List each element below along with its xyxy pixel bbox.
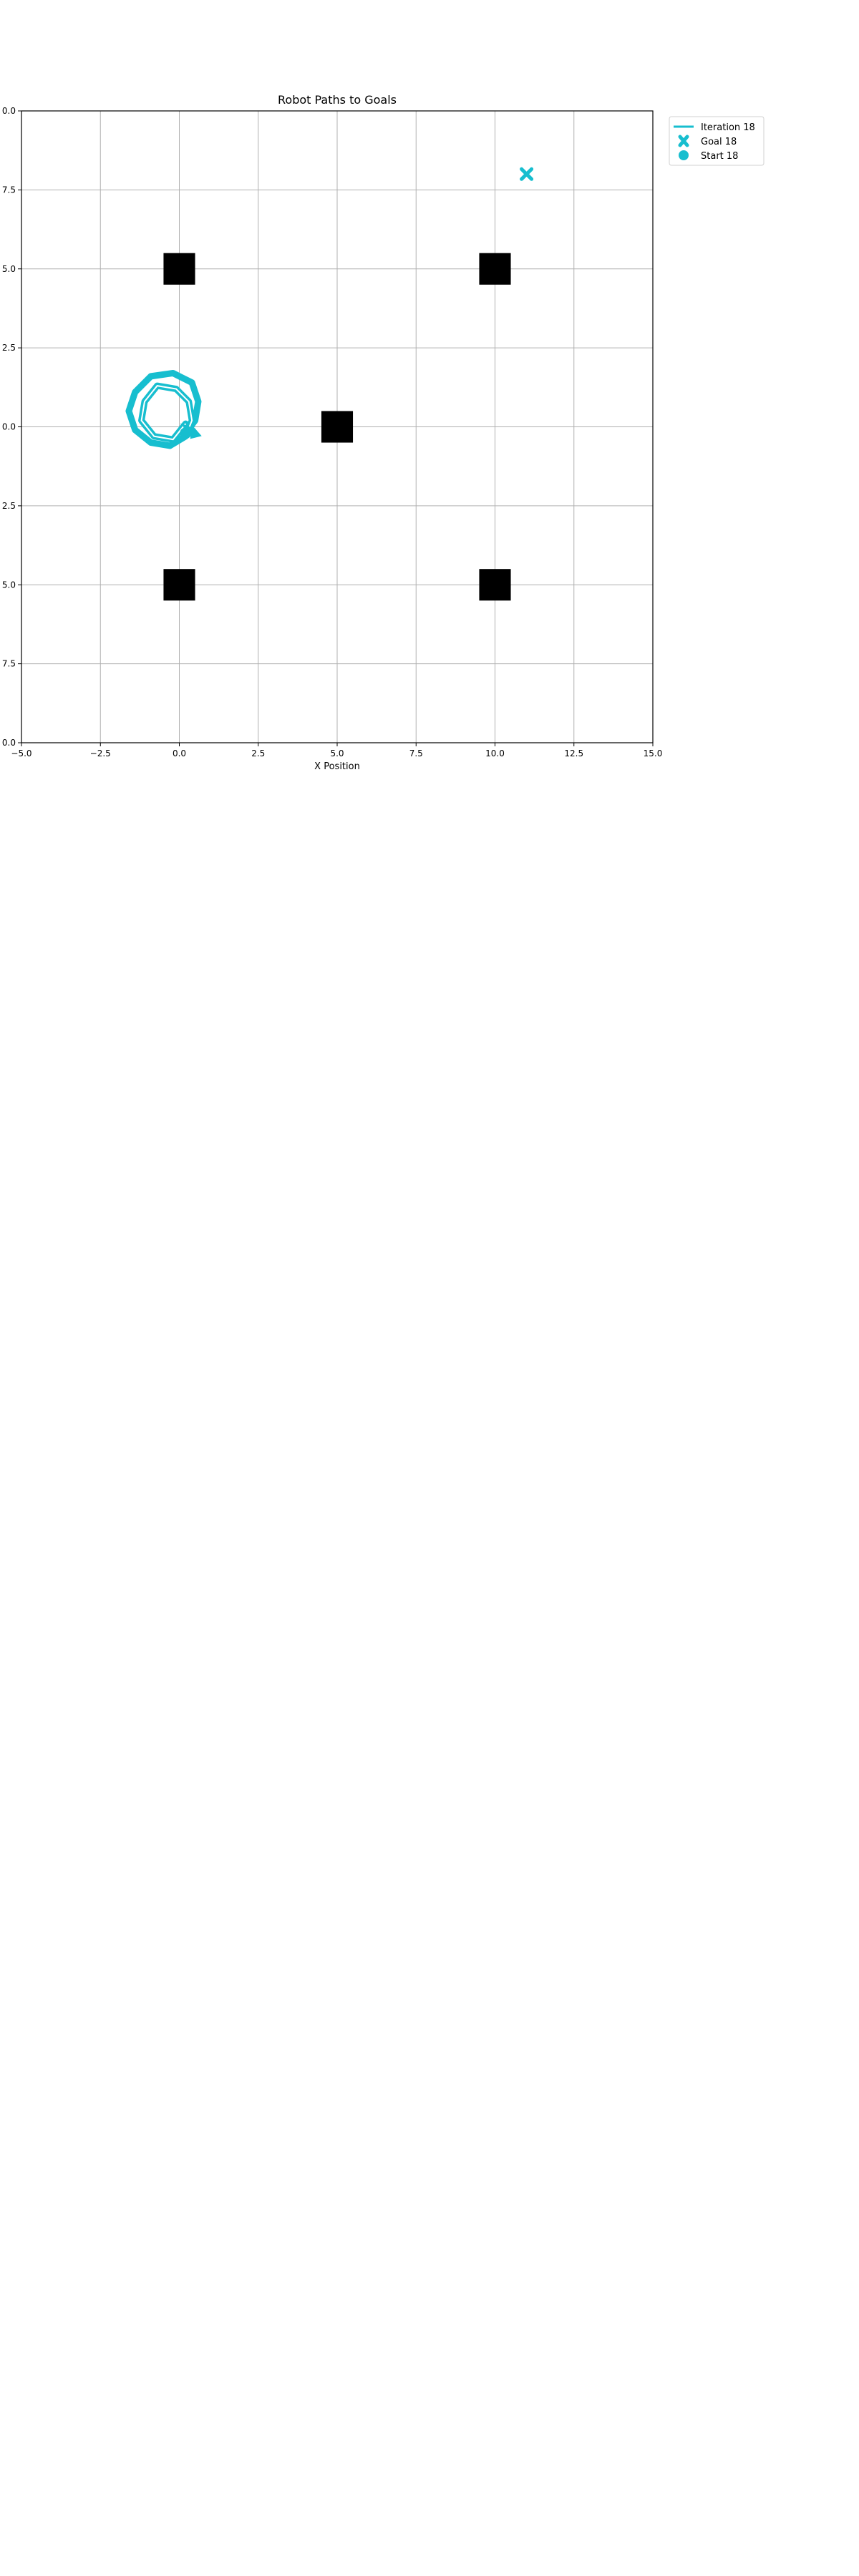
y-tick-label: 2.5 (1, 343, 16, 353)
goal-marker (522, 169, 532, 179)
obstacle (163, 569, 195, 600)
y-tick-label: 7.5 (1, 658, 16, 669)
legend-label: Start 18 (701, 151, 739, 162)
x-tick-label: 0.0 (172, 748, 187, 758)
y-tick-label: 7.5 (1, 185, 16, 195)
x-tick-label: −5.0 (11, 748, 32, 758)
obstacle (479, 569, 510, 600)
y-tick-label: 0.0 (1, 106, 16, 116)
legend-start-swatch (679, 150, 689, 160)
x-tick-label: −2.5 (89, 748, 111, 758)
y-tick-label: 0.0 (1, 738, 16, 748)
x-tick-label: 7.5 (409, 748, 423, 758)
y-tick-label: 0.0 (1, 421, 16, 432)
legend-label: Goal 18 (701, 137, 737, 147)
y-tick-label: 5.0 (1, 580, 16, 590)
chart-panel-18 (2, 93, 764, 772)
obstacle (321, 411, 353, 442)
chart-title: Robot Paths to Goals (278, 93, 397, 107)
x-tick-label: 12.5 (564, 748, 584, 758)
y-tick-label: 5.0 (1, 263, 16, 274)
x-axis-label: X Position (314, 761, 360, 772)
x-tick-label: 5.0 (330, 748, 344, 758)
start-marker (180, 427, 191, 439)
x-tick-label: 10.0 (485, 748, 505, 758)
legend-label: Iteration 18 (701, 122, 755, 133)
obstacle (163, 253, 195, 285)
y-tick-label: 2.5 (1, 500, 16, 511)
x-tick-label: 2.5 (251, 748, 266, 758)
x-tick-label: 15.0 (643, 748, 663, 758)
obstacle (479, 253, 510, 285)
